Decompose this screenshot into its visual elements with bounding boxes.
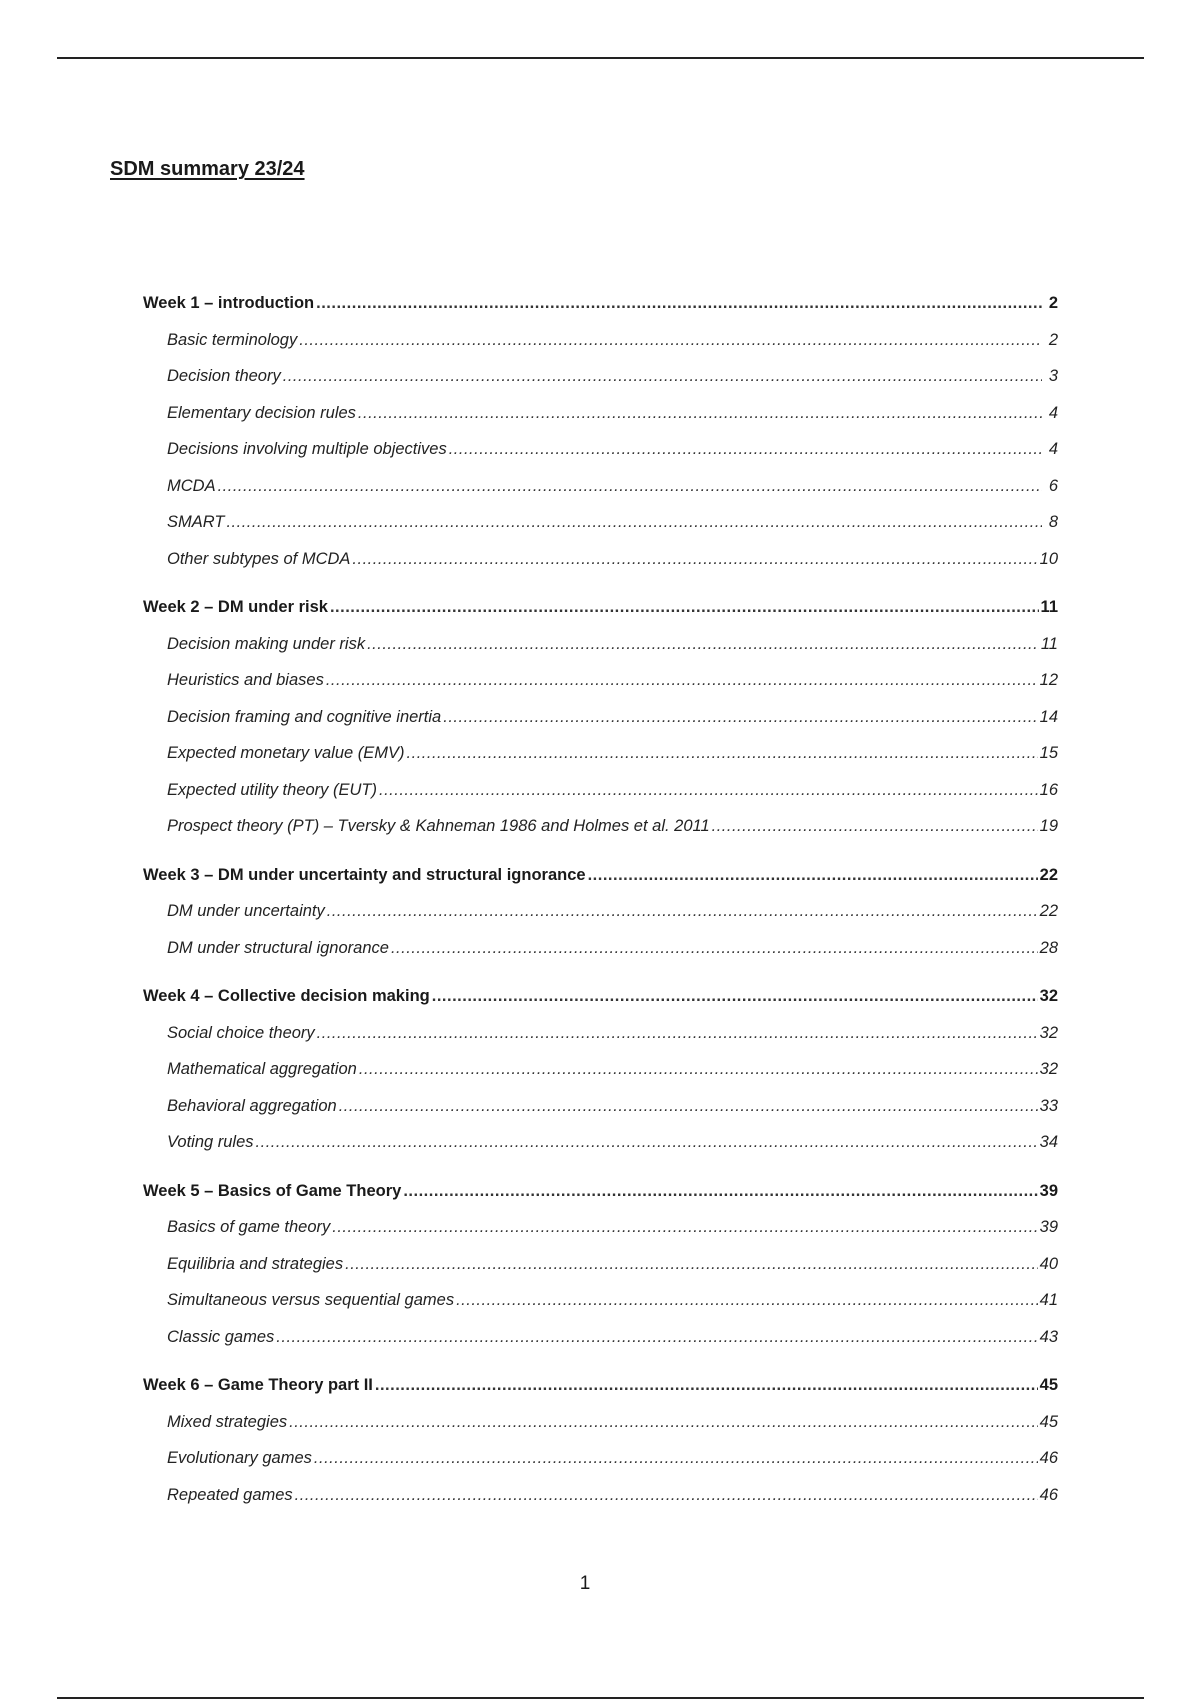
toc-dot-leader: [379, 777, 1038, 803]
toc-section-page: 10: [1039, 549, 1058, 568]
toc-section-title: Prospect theory (PT) – Tversky & Kahneman 1986 and Holmes et al. 2011: [167, 817, 710, 835]
toc-dot-leader: [316, 290, 1042, 316]
header-rule: [57, 57, 1144, 59]
toc-section-entry[interactable]: [143, 473, 1058, 510]
toc-section-page: 3: [1048, 367, 1058, 385]
toc-section-entry[interactable]: [143, 1287, 1058, 1324]
toc-section-page: 28: [1039, 938, 1058, 957]
toc-dot-leader: [326, 667, 1038, 693]
toc-dot-leader: [352, 546, 1037, 572]
toc-section-entry[interactable]: [143, 1409, 1058, 1446]
toc-week-title: Week 2 – DM under risk: [143, 598, 328, 616]
toc-section-entry[interactable]: [143, 813, 1058, 850]
toc-section-page: 8: [1048, 513, 1058, 531]
toc-dot-leader: [367, 631, 1039, 657]
toc-dot-leader: [407, 740, 1038, 766]
toc-section-entry[interactable]: [143, 704, 1058, 741]
toc-section-page: 12: [1039, 671, 1058, 689]
toc-section-entry[interactable]: [143, 400, 1058, 437]
toc-dot-leader: [276, 1324, 1037, 1350]
toc-section-entry[interactable]: [143, 631, 1058, 668]
toc-dot-leader: [588, 862, 1038, 888]
toc-dot-leader: [327, 898, 1038, 924]
toc-section-entry[interactable]: [143, 546, 1058, 583]
document-title: SDM summary 23/24: [110, 158, 305, 180]
toc-dot-leader: [449, 436, 1042, 462]
toc-section-entry[interactable]: [143, 1020, 1058, 1057]
toc-section-entry[interactable]: [143, 363, 1058, 400]
toc-dot-leader: [289, 1409, 1038, 1435]
toc-dot-leader: [317, 1020, 1038, 1046]
toc-section-page: 40: [1039, 1254, 1058, 1273]
toc-week-page: 11: [1040, 598, 1058, 616]
toc-section-title: Voting rules: [167, 1133, 254, 1151]
toc-section-entry[interactable]: [143, 667, 1058, 704]
toc-section-page: 32: [1039, 1023, 1058, 1042]
toc-section-title: Heuristics and biases: [167, 671, 324, 689]
toc-section-page: 33: [1039, 1096, 1058, 1115]
toc-dot-leader: [456, 1287, 1038, 1313]
toc-section-page: 46: [1039, 1485, 1058, 1504]
footer-rule: [57, 1697, 1144, 1699]
toc-dot-leader: [391, 935, 1038, 961]
toc-dot-leader: [375, 1372, 1038, 1398]
toc-section-page: 46: [1039, 1449, 1058, 1467]
toc-section-entry[interactable]: [143, 740, 1058, 777]
toc-week-title: Week 6 – Game Theory part II: [143, 1376, 373, 1394]
toc-week-title: Week 5 – Basics of Game Theory: [143, 1181, 402, 1200]
toc-dot-leader: [256, 1129, 1038, 1155]
toc-section-title: Behavioral aggregation: [167, 1096, 337, 1115]
toc-week-page: 2: [1048, 294, 1058, 312]
toc-section-entry[interactable]: [143, 1445, 1058, 1482]
toc-section-title: Expected utility theory (EUT): [167, 780, 377, 799]
toc-section-entry[interactable]: [143, 1251, 1058, 1288]
toc-section-page: 14: [1039, 707, 1058, 726]
toc-section-page: 22: [1039, 902, 1058, 920]
toc-section-title: DM under uncertainty: [167, 902, 325, 920]
toc-section-title: Expected monetary value (EMV): [167, 744, 405, 762]
toc-section-page: 41: [1039, 1291, 1058, 1309]
toc-section-page: 45: [1039, 1412, 1058, 1431]
toc-week-page: 32: [1039, 987, 1058, 1005]
toc-dot-leader: [218, 473, 1042, 499]
toc-dot-leader: [295, 1482, 1038, 1508]
toc-dot-leader: [314, 1445, 1038, 1471]
toc-section-title: Decision theory: [167, 367, 281, 385]
toc-section-title: SMART: [167, 513, 225, 531]
toc-section-title: MCDA: [167, 476, 216, 495]
toc-section-page: 16: [1039, 780, 1058, 799]
toc-week-entry[interactable]: [143, 983, 1058, 1020]
toc-section-title: Mixed strategies: [167, 1412, 288, 1431]
toc-dot-leader: [330, 594, 1039, 620]
toc-section-page: 4: [1048, 403, 1058, 422]
toc-section-title: Social choice theory: [167, 1023, 315, 1042]
toc-section-page: 2: [1048, 330, 1058, 349]
toc-week-title: Week 4 – Collective decision making: [143, 987, 430, 1005]
toc-week-entry[interactable]: [143, 862, 1058, 899]
toc-week-page: 45: [1039, 1376, 1058, 1394]
toc-section-entry[interactable]: [143, 777, 1058, 814]
toc-section-entry[interactable]: [143, 1093, 1058, 1130]
toc-section-title: Decision framing and cognitive inertia: [167, 707, 442, 726]
toc-section-page: 15: [1039, 744, 1058, 762]
toc-section-entry[interactable]: [143, 436, 1058, 473]
toc-section-page: 39: [1039, 1218, 1058, 1236]
toc-dot-leader: [345, 1251, 1038, 1277]
toc-week-entry[interactable]: [143, 594, 1058, 631]
toc-section-page: 34: [1039, 1133, 1058, 1151]
toc-section-page: 4: [1048, 440, 1058, 458]
toc-section-title: Evolutionary games: [167, 1449, 312, 1467]
toc-section-entry[interactable]: [143, 1129, 1058, 1166]
toc-dot-leader: [403, 1178, 1037, 1204]
toc-section-title: Decision making under risk: [167, 634, 366, 653]
toc-section-page: 32: [1039, 1060, 1058, 1078]
toc-week-title: Week 1 – introduction: [143, 294, 315, 312]
toc-section-title: Mathematical aggregation: [167, 1060, 357, 1078]
toc-section-entry[interactable]: [143, 327, 1058, 364]
toc-section-page: 6: [1048, 476, 1058, 495]
toc-section-title: Other subtypes of MCDA: [167, 549, 351, 568]
toc-section-title: Classic games: [167, 1327, 275, 1346]
page-number: 1: [579, 1573, 591, 1594]
toc-dot-leader: [283, 363, 1042, 389]
toc-section-title: Equilibria and strategies: [167, 1254, 344, 1273]
toc-section-page: 11: [1040, 634, 1058, 653]
table-of-contents: [143, 290, 1058, 1518]
toc-section-entry[interactable]: [143, 1482, 1058, 1519]
toc-section-entry[interactable]: [143, 935, 1058, 972]
toc-week-entry[interactable]: [143, 290, 1058, 327]
toc-section-title: Basic terminology: [167, 330, 298, 349]
toc-week-entry[interactable]: [143, 1372, 1058, 1409]
toc-section-page: 19: [1039, 817, 1058, 835]
toc-dot-leader: [358, 400, 1042, 426]
toc-week-entry[interactable]: [143, 1178, 1058, 1215]
toc-section-entry[interactable]: [143, 1324, 1058, 1361]
toc-dot-leader: [443, 704, 1037, 730]
toc-dot-leader: [226, 509, 1042, 535]
toc-section-entry[interactable]: [143, 1056, 1058, 1093]
toc-section-title: Simultaneous versus sequential games: [167, 1291, 455, 1309]
toc-section-entry[interactable]: [143, 509, 1058, 546]
toc-section-entry[interactable]: [143, 1214, 1058, 1251]
toc-section-title: Basics of game theory: [167, 1218, 331, 1236]
toc-section-page: 43: [1039, 1327, 1058, 1346]
toc-week-page: 39: [1039, 1181, 1058, 1200]
toc-dot-leader: [339, 1093, 1038, 1119]
toc-dot-leader: [359, 1056, 1038, 1082]
toc-dot-leader: [432, 983, 1038, 1009]
toc-section-title: Repeated games: [167, 1485, 293, 1504]
toc-section-title: Decisions involving multiple objectives: [167, 440, 447, 458]
toc-section-title: DM under structural ignorance: [167, 938, 389, 957]
toc-week-title: Week 3 – DM under uncertainty and structural ignorance: [143, 865, 586, 884]
toc-section-entry[interactable]: [143, 898, 1058, 935]
toc-week-page: 22: [1039, 865, 1058, 884]
toc-dot-leader: [332, 1214, 1037, 1240]
toc-dot-leader: [299, 327, 1042, 353]
toc-dot-leader: [712, 813, 1038, 839]
toc-section-title: Elementary decision rules: [167, 403, 356, 422]
